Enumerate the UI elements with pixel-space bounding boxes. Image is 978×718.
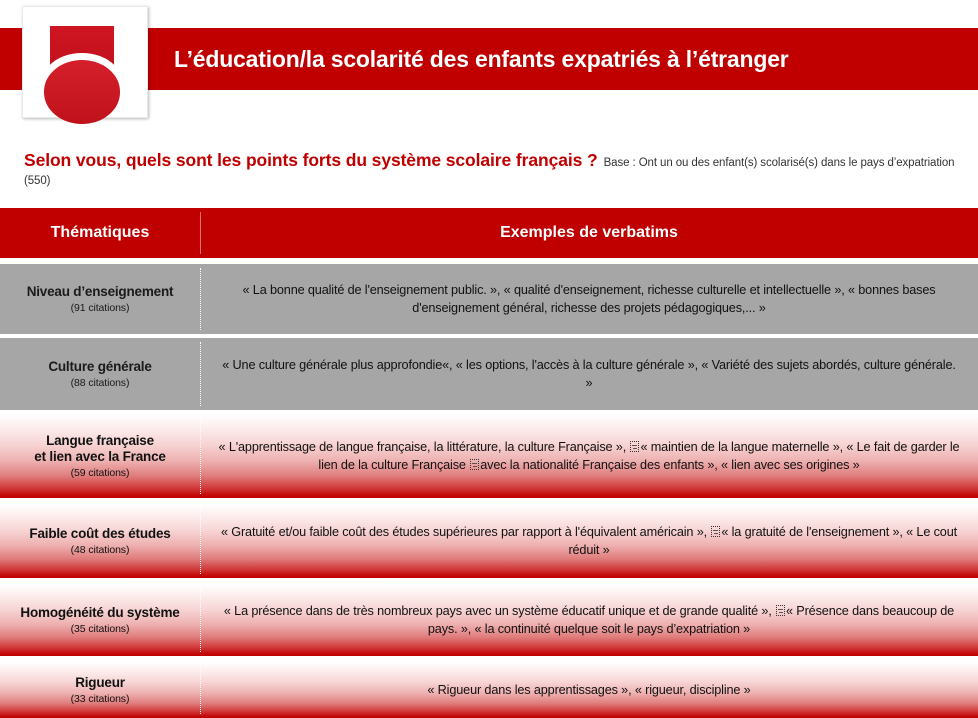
missing-glyph-icon	[470, 459, 479, 470]
theme-label: Niveau d’enseignement	[26, 283, 174, 299]
verbatim-text: « La présence dans de très nombreux pays avec un système éducatif unique et de grande qualité », « Présence dans beaucoup de pays. », « la continuité quelque soit le pays d’expatriation »	[223, 603, 955, 636]
citation-count: (91 citations)	[70, 302, 130, 315]
missing-glyph-icon	[776, 605, 785, 616]
page-title: L’éducation/la scolarité des enfants expatriés à l’étranger	[174, 45, 789, 72]
question-line	[24, 148, 960, 190]
column-header-verbatims: Exemples de verbatims	[500, 224, 678, 241]
citation-count: (48 citations)	[70, 544, 130, 557]
question-text: Selon vous, quels sont les points forts du système scolaire français ?	[24, 150, 598, 170]
missing-glyph-icon	[630, 441, 639, 452]
verbatim-cell	[200, 338, 978, 410]
table-row	[0, 414, 978, 498]
theme-label: Faible coût des études	[29, 525, 171, 541]
theme-label: Homogénéité du système	[20, 604, 180, 620]
header-left-accent-bar	[0, 28, 24, 90]
verbatim-text: « Une culture générale plus approfondie«, « les options, l'accès à la culture générale », « Variété des sujets abordés, culture générale. »	[222, 357, 956, 390]
verbatim-table	[0, 208, 978, 718]
theme-label: Rigueur	[75, 674, 125, 690]
table-row	[0, 504, 978, 578]
theme-label: Culture générale	[48, 358, 152, 374]
question-block	[24, 148, 960, 190]
table-body	[0, 264, 978, 718]
verbatim-text: « Rigueur dans les apprentissages », « rigueur, discipline »	[427, 682, 751, 697]
missing-glyph-icon	[711, 526, 720, 537]
theme-cell	[0, 504, 200, 578]
column-header-thematiques: Thématiques	[50, 224, 150, 241]
verbatim-text: « La bonne qualité de l'enseignement public. », « qualité d'enseignement, richesse culturelle et intellectuelle », « bonnes bases d'enseignement général, richesse des projets pédagogiques,... »	[242, 282, 936, 315]
brand-logo-icon	[50, 26, 114, 100]
verbatim-cell	[200, 504, 978, 578]
verbatim-cell	[200, 662, 978, 718]
citation-count: (88 citations)	[70, 377, 130, 390]
theme-label: Langue française et lien avec la France	[34, 432, 166, 464]
verbatim-cell	[200, 414, 978, 498]
slide-header	[0, 0, 978, 130]
question-base-text: Base : Ont un ou des enfant(s) scolarisé(s) dans le pays d’expatriation (550)	[24, 157, 955, 188]
table-row	[0, 264, 978, 334]
title-bar	[148, 28, 978, 90]
table-row	[0, 662, 978, 718]
verbatim-text: « L'apprentissage de langue française, la littérature, la culture Française », « maintien de la langue maternelle », « Le fait de garder le lien de la culture Française avec la nationalité Française des enfants », « lien avec ses origines »	[218, 439, 960, 472]
verbatim-cell	[200, 584, 978, 656]
theme-cell	[0, 264, 200, 334]
citation-count: (59 citations)	[70, 467, 130, 480]
theme-cell	[0, 662, 200, 718]
citation-count: (35 citations)	[70, 623, 130, 636]
table-header-row	[0, 208, 978, 258]
logo-smile-lower-shape	[44, 60, 121, 124]
verbatim-text: « Gratuité et/ou faible coût des études supérieures par rapport à l'équivalent américain », « la gratuité de l'enseignement », « Le cout réduit »	[220, 524, 957, 557]
theme-cell	[0, 338, 200, 410]
table-row	[0, 584, 978, 656]
logo-card	[22, 6, 148, 118]
verbatim-cell	[200, 264, 978, 334]
theme-cell	[0, 584, 200, 656]
citation-count: (33 citations)	[70, 693, 130, 706]
table-row	[0, 338, 978, 410]
theme-cell	[0, 414, 200, 498]
